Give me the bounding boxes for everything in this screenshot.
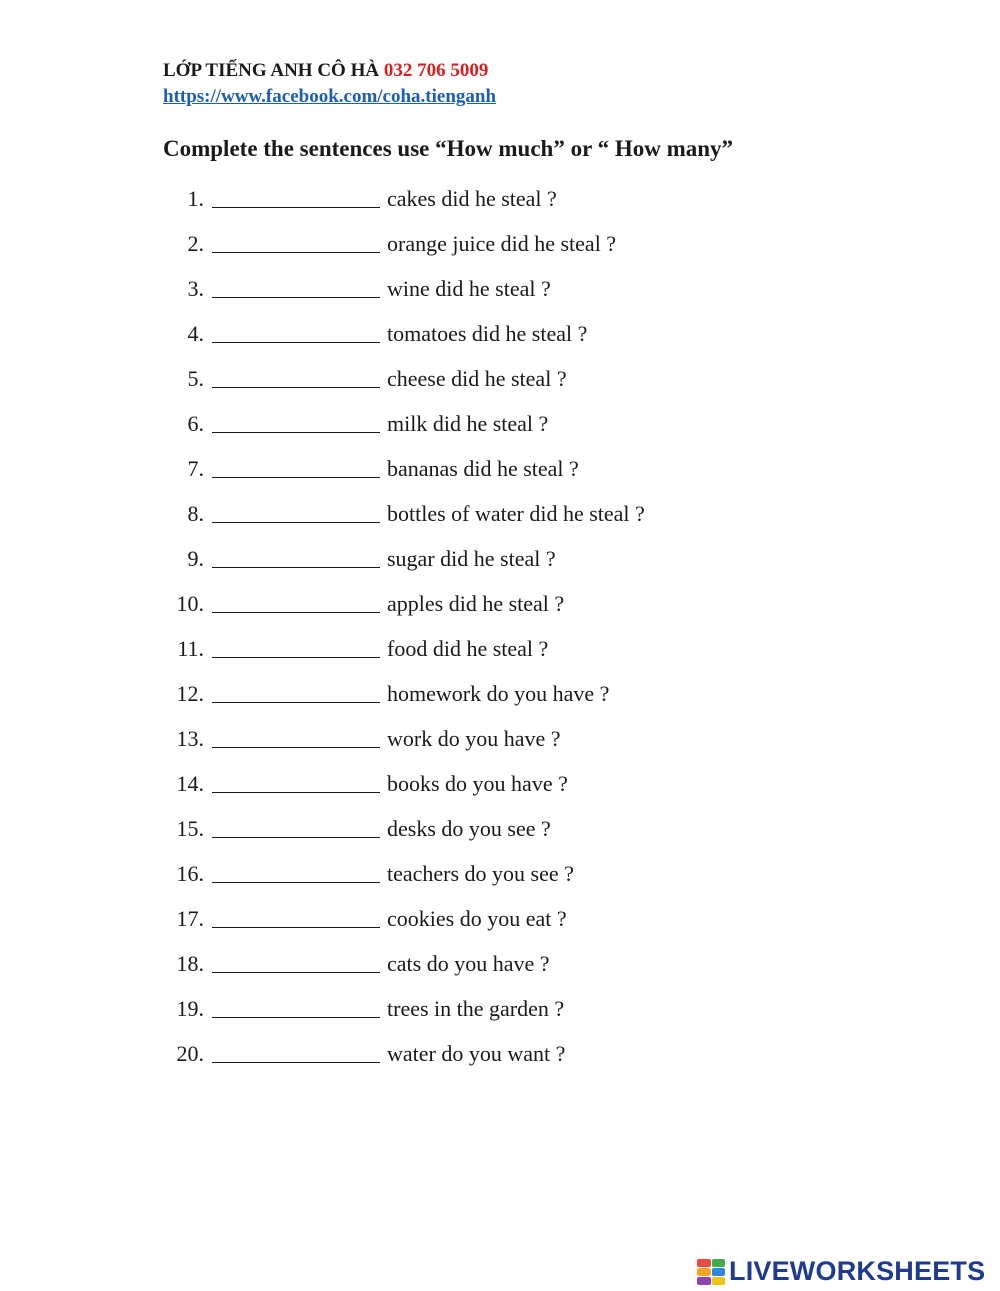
question-number: 6.	[187, 410, 204, 436]
instructions-heading: Complete the sentences use “How much” or “ How many”	[163, 136, 734, 161]
question-item	[150, 716, 645, 761]
answer-blank[interactable]	[212, 700, 380, 703]
question-item	[150, 851, 645, 896]
logo-square	[697, 1268, 711, 1276]
question-text: teachers do you see ?	[387, 860, 574, 886]
question-number: 1.	[187, 185, 204, 211]
question-text: food did he steal ?	[387, 635, 549, 661]
answer-blank[interactable]	[212, 430, 380, 433]
answer-blank[interactable]	[212, 385, 380, 388]
facebook-link[interactable]: https://www.facebook.com/coha.tienganh	[163, 86, 497, 107]
question-text: cheese did he steal ?	[387, 365, 567, 391]
logo-square	[697, 1259, 711, 1267]
question-item	[150, 806, 645, 851]
question-number: 19.	[176, 995, 204, 1021]
question-text: cookies do you eat ?	[387, 905, 567, 931]
answer-blank[interactable]	[212, 205, 380, 208]
question-number: 15.	[176, 815, 204, 841]
question-text: books do you have ?	[387, 770, 568, 796]
question-item	[150, 311, 645, 356]
question-number: 8.	[187, 500, 204, 526]
answer-blank[interactable]	[212, 340, 380, 343]
question-text: water do you want ?	[387, 1040, 566, 1066]
question-item	[150, 446, 645, 491]
question-item	[150, 896, 645, 941]
question-item	[150, 401, 645, 446]
logo-square	[712, 1277, 726, 1285]
answer-blank[interactable]	[212, 565, 380, 568]
answer-blank[interactable]	[212, 790, 380, 793]
question-number: 2.	[187, 230, 204, 256]
answer-blank[interactable]	[212, 295, 380, 298]
question-item	[150, 941, 645, 986]
question-number: 5.	[187, 365, 204, 391]
question-number: 7.	[187, 455, 204, 481]
question-number: 16.	[176, 860, 204, 886]
logo-square	[712, 1259, 726, 1267]
question-item	[150, 266, 645, 311]
answer-blank[interactable]	[212, 1060, 380, 1063]
question-text: cats do you have ?	[387, 950, 550, 976]
question-item	[150, 221, 645, 266]
question-number: 10.	[176, 590, 204, 616]
question-item	[150, 1031, 645, 1076]
question-item	[150, 761, 645, 806]
question-number: 4.	[187, 320, 204, 346]
logo-square	[697, 1277, 711, 1285]
question-number: 14.	[176, 770, 204, 796]
question-item	[150, 671, 645, 716]
answer-blank[interactable]	[212, 970, 380, 973]
question-number: 12.	[176, 680, 204, 706]
question-number: 3.	[187, 275, 204, 301]
answer-blank[interactable]	[212, 1015, 380, 1018]
liveworksheets-logo-icon	[697, 1259, 725, 1285]
question-text: sugar did he steal ?	[387, 545, 556, 571]
question-item	[150, 356, 645, 401]
question-number: 11.	[177, 635, 204, 661]
school-name: LỚP TIẾNG ANH CÔ HÀ	[163, 60, 384, 81]
question-text: trees in the garden ?	[387, 995, 565, 1021]
answer-blank[interactable]	[212, 475, 380, 478]
answer-blank[interactable]	[212, 880, 380, 883]
phone-number: 032 706 5009	[383, 60, 489, 81]
question-number: 9.	[187, 545, 204, 571]
question-list	[150, 176, 645, 1076]
question-text: bottles of water did he steal ?	[387, 500, 645, 526]
question-text: milk did he steal ?	[387, 410, 549, 436]
question-item	[150, 986, 645, 1031]
question-number: 17.	[176, 905, 204, 931]
answer-blank[interactable]	[212, 835, 380, 838]
liveworksheets-brand	[697, 1256, 985, 1287]
answer-blank[interactable]	[212, 745, 380, 748]
logo-square	[712, 1268, 726, 1276]
question-text: cakes did he steal ?	[387, 185, 557, 211]
question-item	[150, 536, 645, 581]
question-text: desks do you see ?	[387, 815, 551, 841]
question-item	[150, 626, 645, 671]
question-text: homework do you have ?	[387, 680, 610, 706]
question-item	[150, 491, 645, 536]
question-text: bananas did he steal ?	[387, 455, 579, 481]
answer-blank[interactable]	[212, 250, 380, 253]
answer-blank[interactable]	[212, 520, 380, 523]
brand-name: LIVEWORKSHEETS	[729, 1256, 986, 1286]
question-text: orange juice did he steal ?	[387, 230, 617, 256]
question-number: 18.	[176, 950, 204, 976]
question-item	[150, 581, 645, 626]
answer-blank[interactable]	[212, 610, 380, 613]
answer-blank[interactable]	[212, 655, 380, 658]
question-item	[150, 176, 645, 221]
question-number: 20.	[176, 1040, 204, 1066]
worksheet-header	[163, 58, 496, 110]
question-number: 13.	[176, 725, 204, 751]
question-text: work do you have ?	[387, 725, 561, 751]
answer-blank[interactable]	[212, 925, 380, 928]
question-text: apples did he steal ?	[387, 590, 565, 616]
question-text: wine did he steal ?	[387, 275, 551, 301]
school-line	[163, 58, 496, 84]
question-text: tomatoes did he steal ?	[387, 320, 588, 346]
